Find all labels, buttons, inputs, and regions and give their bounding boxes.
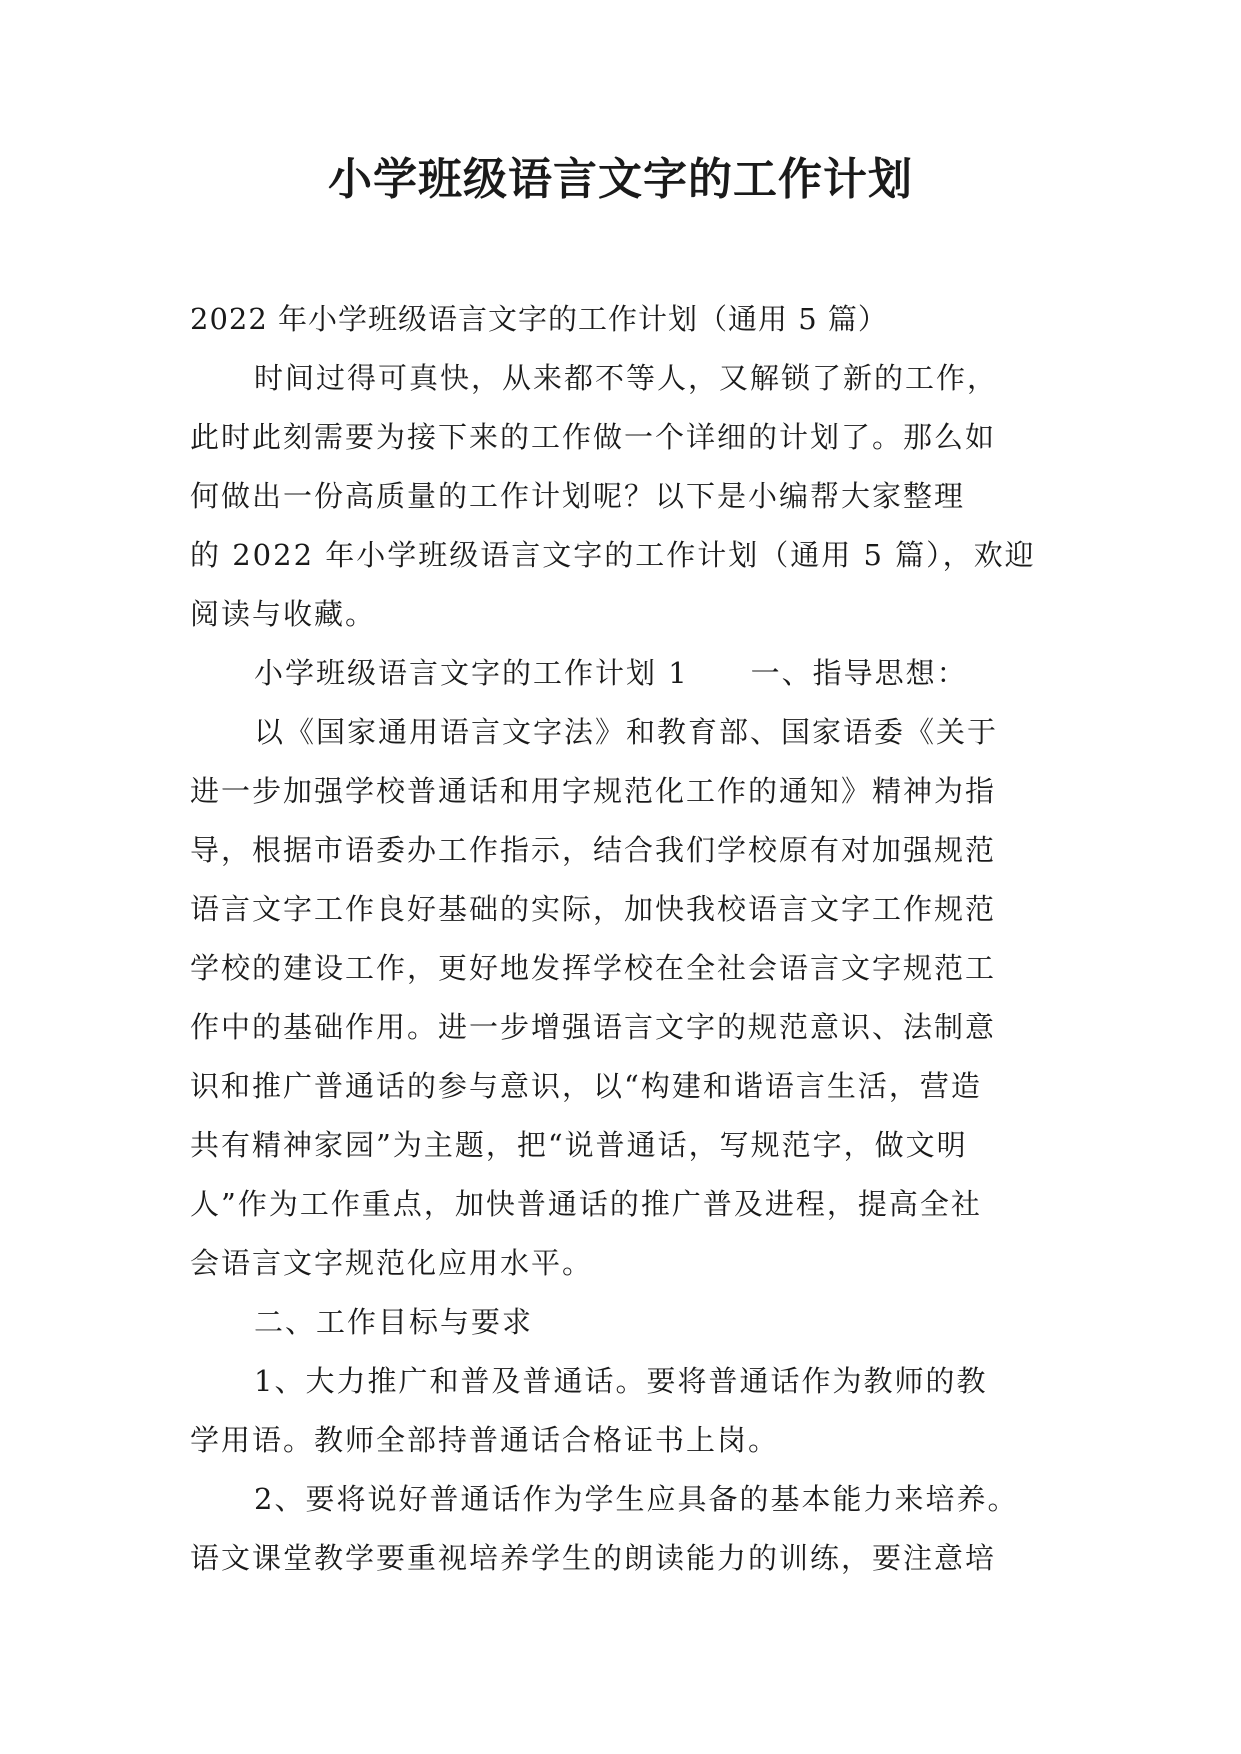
paragraph-line: 学用语。教师全部持普通话合格证书上岗。 [190,1423,780,1457]
paragraph-line: 作中的基础作用。进一步增强语言文字的规范意识、法制意 [190,1010,997,1044]
paragraph-line: 学校的建设工作，更好地发挥学校在全社会语言文字规范工 [190,951,997,985]
paragraph-line: 以《国家通用语言文字法》和教育部、国家语委《关于 [254,715,999,749]
paragraph-line: 的 2022 年小学班级语言文字的工作计划（通用 5 篇），欢迎 [190,538,1036,572]
paragraph-line: 此时此刻需要为接下来的工作做一个详细的计划了。那么如 [190,420,997,454]
section-heading-line: 二、工作目标与要求 [254,1305,534,1339]
paragraph-line: 阅读与收藏。 [190,597,377,631]
document-body [190,290,1050,1588]
paragraph-line: 识和推广普通话的参与意识，以“构建和谐语言生活，营造 [190,1069,982,1103]
section-heading-line: 小学班级语言文字的工作计划 1 一、指导思想： [254,656,968,690]
paragraph-line: 何做出一份高质量的工作计划呢？以下是小编帮大家整理 [190,479,966,513]
paragraph-line: 时间过得可真快，从来都不等人，又解锁了新的工作， [254,361,999,395]
paragraph-line: 会语言文字规范化应用水平。 [190,1246,594,1280]
paragraph-line: 导，根据市语委办工作指示，结合我们学校原有对加强规范 [190,833,997,867]
paragraph-line: 语言文字工作良好基础的实际，加快我校语言文字工作规范 [190,892,997,926]
paragraph-line: 进一步加强学校普通话和用字规范化工作的通知》精神为指 [190,774,997,808]
paragraph-line: 共有精神家园”为主题，把“说普通话，写规范字，做文明 [190,1128,968,1162]
subtitle-line: 2022 年小学班级语言文字的工作计划（通用 5 篇） [190,302,888,336]
document-title: 小学班级语言文字的工作计划 [328,154,913,205]
paragraph-line: 语文课堂教学要重视培养学生的朗读能力的训练，要注意培 [190,1541,997,1575]
paragraph-line: 1、大力推广和普及普通话。要将普通话作为教师的教 [254,1364,988,1398]
paragraph-line: 2、要将说好普通话作为学生应具备的基本能力来培养。 [254,1482,1019,1516]
paragraph-line: 人”作为工作重点，加快普通话的推广普及进程，提高全社 [190,1187,982,1221]
